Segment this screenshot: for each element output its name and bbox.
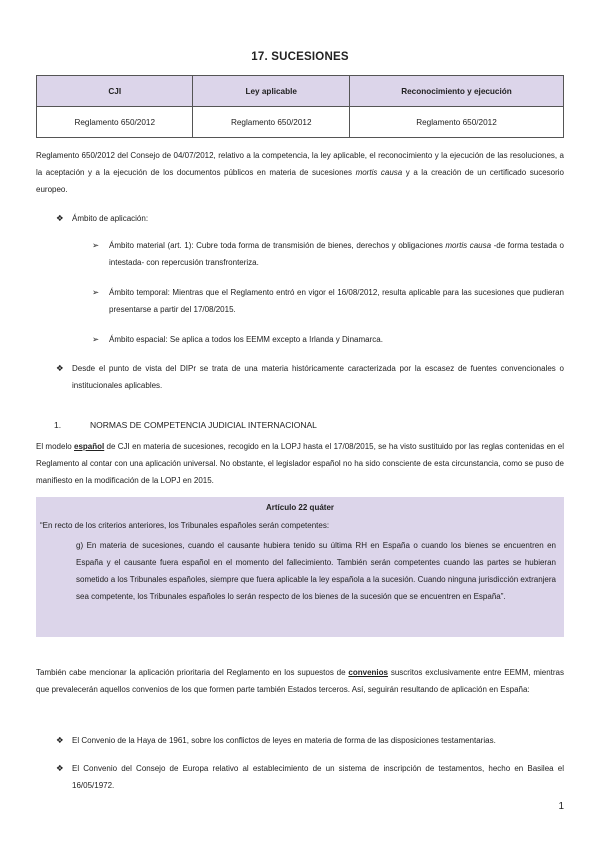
article-quote-box	[36, 497, 564, 637]
intro-paragraph	[36, 147, 564, 198]
arrow-bullet-icon: ➢	[92, 240, 100, 250]
modelo-text-end: de CJI en materia de sucesiones, recogido en la LOPJ hasta el 17/08/2015, se ha visto sustituido por las reglas contenidas en el Reglamento al contar con una aplicación universal. No obstante, el legislador español no ha sido consciente de esta circunstancia, como se puso de manifiesto en la modificación de la LOPJ en 2015.	[36, 442, 565, 485]
header-ley-aplicable: Ley aplicable	[193, 76, 349, 107]
ambito-temporal: Ámbito temporal: Mientras que el Reglamento entró en vigor el 16/08/2012, resulta aplicable para las sucesiones que pudieran presentarse a partir del 17/08/2015.	[109, 288, 564, 314]
modelo-underlined: español	[74, 442, 105, 451]
diamond-bullet-icon: ❖	[56, 735, 64, 745]
table-header-row	[37, 76, 564, 107]
modelo-text: El modelo	[36, 442, 74, 451]
diamond-bullet-icon: ❖	[56, 363, 64, 373]
intro-text: Reglamento 650/2012 del Consejo de 04/07/2012, relativo a la competencia, la ley aplicable, el reconocimiento y la ejecución de las resoluciones, a la aceptación y a la ejecución de los documentos públicos en materia de sucesiones	[36, 151, 564, 177]
arrow-bullet-icon: ➢	[92, 287, 100, 297]
intro-text-end: y a la creación de un certificado sucesorio europeo.	[36, 168, 564, 194]
list-item: El Convenio del Consejo de Europa relativo al establecimiento de un sistema de inscripción de testamentos, hecho en Basilea el 16/05/1972.	[72, 764, 564, 790]
header-reconocimiento: Reconocimiento y ejecución	[349, 76, 563, 107]
header-cji: CJI	[37, 76, 193, 107]
arrow-bullet-icon: ➢	[92, 334, 100, 344]
ambito-material-text: Ámbito material (art. 1): Cubre toda forma de transmisión de bienes, derechos y obligaciones	[109, 241, 446, 250]
ambito-espacial: Ámbito espacial: Se aplica a todos los EEMM excepto a Irlanda y Dinamarca.	[109, 335, 383, 344]
ambito-label: Ámbito de aplicación:	[72, 214, 149, 223]
diamond-bullet-icon: ❖	[56, 213, 64, 223]
page-title: 17. SUCESIONES	[251, 51, 349, 63]
diamond-bullet-icon: ❖	[56, 763, 64, 773]
article-quote: g) En materia de sucesiones, cuando el causante hubiera tenido su última RH en España o cuando los bienes se encuentren en España y el causante fuera español en el momento del fallecimiento. También serán competentes cuando las partes se hubieran sometido a los Tribunales españoles, siempre que fuera aplicable la ley española a la sucesión. Cuando ninguna jurisdicción extranjera sea competente, los Tribunales españoles lo serán respecto de los bienes de la sucesión que se encuentren en España”.	[76, 541, 556, 601]
table-cell: Reglamento 650/2012	[193, 107, 349, 138]
convenios-underlined: convenios	[348, 668, 388, 677]
ambito-material-text-end: -de forma testada o intestada- con repercusión transfronteriza.	[109, 241, 565, 267]
dipr-note: Desde el punto de vista del DIPr se trata de una materia históricamente caracterizada por la escasez de fuentes convencionales o institucionales aplicables.	[72, 364, 564, 390]
article-intro: “En recto de los criterios anteriores, los Tribunales españoles serán competentes:	[40, 521, 330, 530]
convenios-text: También cabe mencionar la aplicación prioritaria del Reglamento en los supuestos de	[36, 668, 349, 677]
intro-italic: mortis causa	[355, 168, 403, 177]
section-title: NORMAS DE COMPETENCIA JUDICIAL INTERNACIONAL	[90, 420, 317, 430]
table-cell: Reglamento 650/2012	[349, 107, 563, 138]
list-item: El Convenio de la Haya de 1961, sobre los conflictos de leyes en materia de forma de las disposiciones testamentarias.	[72, 736, 496, 745]
section-heading	[36, 418, 564, 432]
table-row	[37, 107, 564, 138]
article-title: Artículo 22 quáter	[265, 503, 334, 512]
section-number: 1.	[54, 420, 62, 430]
table-cell: Reglamento 650/2012	[37, 107, 193, 138]
modelo-paragraph	[36, 438, 564, 489]
convenios-paragraph	[36, 664, 564, 698]
ambito-material-italic: mortis causa	[445, 241, 492, 250]
page-number: 1	[558, 801, 564, 812]
ambito-material	[109, 237, 564, 271]
summary-table	[36, 75, 564, 138]
convenios-text-end: suscritos exclusivamente entre EEMM, mientras que prevalecerán aquellos convenios de los que formen parte también Estados terceros. Así, seguirán resultando de aplicación en España:	[36, 668, 565, 694]
